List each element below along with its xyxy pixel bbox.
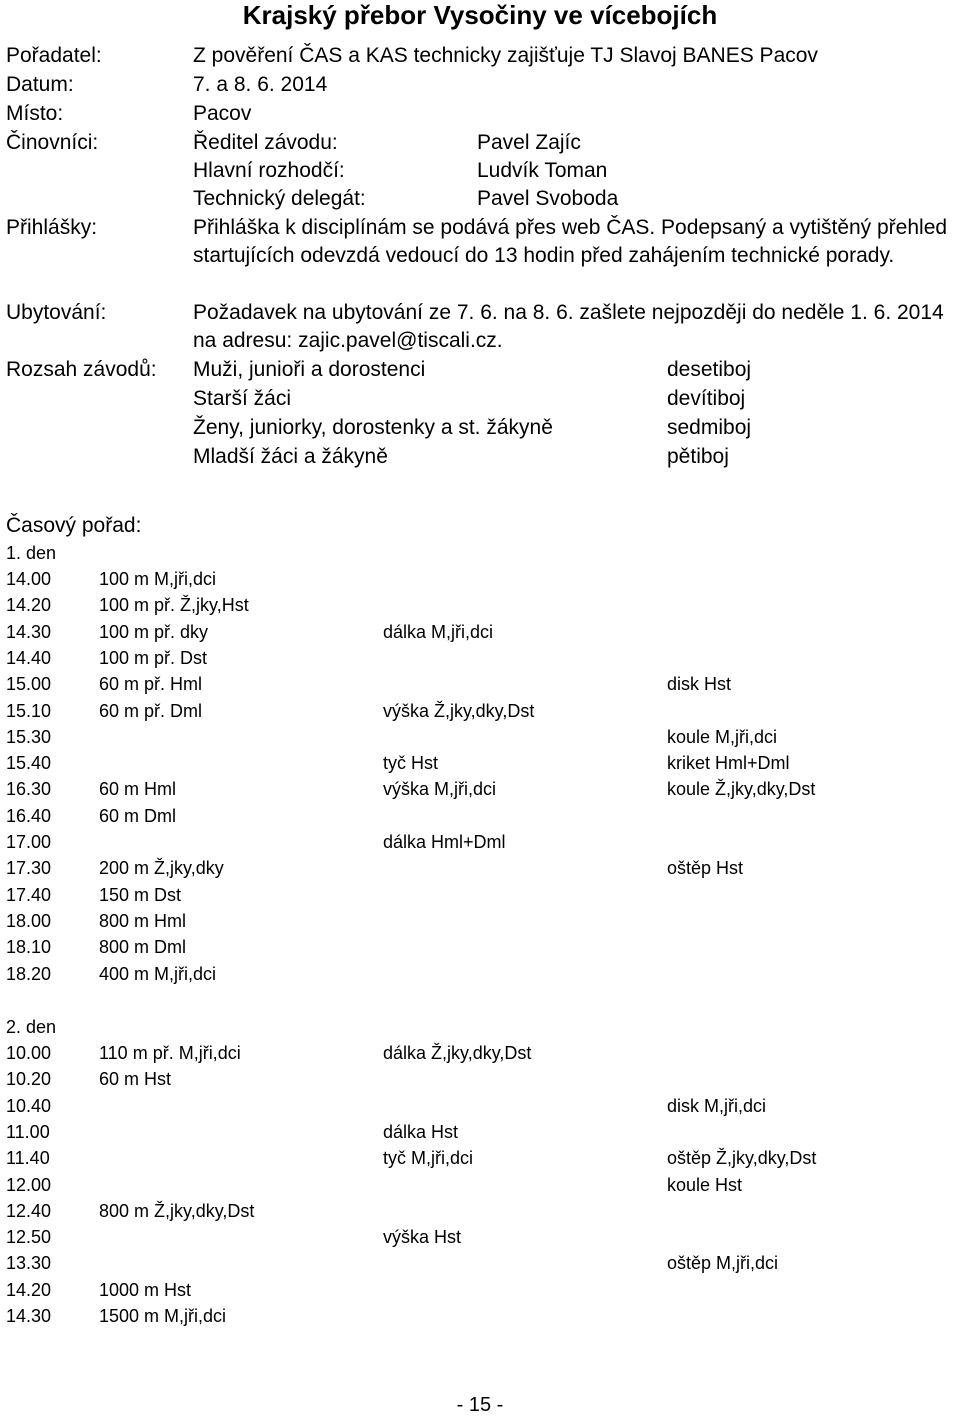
schedule-time: 15.00 (6, 674, 52, 695)
schedule-time: 17.30 (6, 858, 52, 879)
schedule-time: 12.50 (6, 1227, 52, 1248)
schedule-time: 18.00 (6, 910, 52, 931)
cinovnici-label: Činovníci: (6, 131, 99, 154)
schedule-throw-event: oštěp Ž,jky,dky,Dst (667, 1148, 817, 1169)
schedule-time: 16.40 (6, 805, 52, 826)
schedule-time: 14.20 (6, 1279, 52, 1300)
schedule-jump-event: tyč M,jři,dci (383, 1148, 473, 1169)
schedule-track-event: 800 m Ž,jky,dky,Dst (99, 1200, 255, 1221)
schedule-time: 12.40 (6, 1200, 52, 1221)
schedule-track-event: 60 m př. Dml (99, 700, 203, 721)
poradatel-value: Z pověření ČAS a KAS technicky zajišťuje TJ Slavoj BANES Pacov (193, 44, 818, 67)
schedule-time: 10.20 (6, 1069, 52, 1090)
official-role: Ředitel závodu: (193, 131, 338, 154)
prihlasky-label: Přihlášky: (6, 216, 98, 239)
ubytovani-text: Požadavek na ubytování ze 7. 6. na 8. 6. zašlete nejpozději do neděle 1. 6. 2014 na adresu: zajic.pavel@tiscali.cz. (193, 301, 944, 352)
schedule-track-event: 800 m Dml (99, 937, 187, 958)
schedule-heading: Časový pořad: (6, 514, 142, 537)
schedule-time: 14.30 (6, 1306, 52, 1326)
schedule-jump-event: tyč Hst (383, 753, 439, 774)
schedule-track-event: 1500 m M,jři,dci (99, 1306, 227, 1326)
schedule-jump-event: dálka Ž,jky,dky,Dst (383, 1043, 532, 1063)
schedule-jump-event: výška Hst (383, 1227, 462, 1248)
schedule-throw-event: koule Ž,jky,dky,Dst (667, 779, 816, 800)
day1-label: 1. den (6, 543, 57, 563)
category-event: desetiboj (667, 358, 752, 381)
schedule-time: 15.10 (6, 700, 52, 721)
schedule-throw-event: oštěp Hst (667, 858, 744, 879)
schedule-track-event: 110 m př. M,jři,dci (99, 1043, 241, 1063)
schedule-throw-event: oštěp M,jři,dci (667, 1253, 779, 1274)
ubytovani-label: Ubytování: (6, 301, 107, 324)
schedule-throw-event: koule M,jři,dci (667, 726, 778, 747)
schedule-time: 14.40 (6, 647, 52, 668)
schedule-track-event: 800 m Hml (99, 910, 187, 931)
schedule-jump-event: dálka Hst (383, 1121, 459, 1142)
category-group: Starší žáci (193, 387, 292, 410)
schedule-time: 16.30 (6, 779, 52, 800)
schedule-jump-event: výška Ž,jky,dky,Dst (383, 700, 535, 721)
datum-label: Datum: (6, 73, 74, 96)
datum-value: 7. a 8. 6. 2014 (193, 73, 328, 96)
schedule-throw-event: disk M,jři,dci (667, 1095, 767, 1116)
prihlasky-text: Přihláška k disciplínám se podává přes web ČAS. Podepsaný a vytištěný přehled startujících odevzdá vedoucí do 13 hodin před zahájením technické porady. (193, 216, 948, 267)
official-name: Ludvík Toman (477, 159, 608, 182)
category-group: Mladší žáci a žákyně (193, 445, 388, 468)
schedule-time: 17.00 (6, 832, 52, 852)
category-event: pětiboj (667, 445, 729, 468)
schedule-track-event: 60 m Hml (99, 779, 177, 800)
schedule-throw-event: kriket Hml+Dml (667, 753, 790, 774)
schedule-time: 10.00 (6, 1043, 52, 1063)
day2-label: 2. den (6, 1017, 57, 1037)
category-group: Ženy, juniorky, dorostenky a st. žákyně (193, 416, 553, 439)
schedule-time: 14.20 (6, 595, 52, 616)
rozsah-label: Rozsah závodů: (6, 358, 157, 381)
schedule-track-event: 100 m př. dky (99, 621, 209, 642)
misto-value: Pacov (193, 102, 252, 125)
schedule-time: 18.10 (6, 937, 52, 958)
category-event: sedmiboj (667, 416, 752, 439)
schedule-time: 17.40 (6, 884, 52, 905)
official-name: Pavel Zajíc (477, 131, 581, 154)
schedule-track-event: 60 m př. Hml (99, 674, 203, 695)
schedule-time: 14.30 (6, 621, 52, 642)
schedule-track-event: 100 m M,jři,dci (99, 569, 217, 589)
page-number: - 15 - (456, 1394, 504, 1416)
schedule-jump-event: dálka M,jři,dci (383, 621, 494, 642)
schedule-time: 15.30 (6, 726, 52, 747)
schedule-track-event: 100 m př. Dst (99, 647, 208, 668)
schedule-time: 11.00 (6, 1121, 50, 1142)
schedule-throw-event: disk Hst (667, 674, 732, 695)
schedule-time: 15.40 (6, 753, 52, 774)
schedule-track-event: 150 m Dst (99, 884, 182, 905)
schedule-track-event: 60 m Hst (99, 1069, 172, 1090)
schedule-track-event: 200 m Ž,jky,dky (99, 858, 224, 879)
category-event: devítiboj (667, 387, 746, 410)
schedule-throw-event: koule Hst (667, 1174, 743, 1195)
schedule-time: 14.00 (6, 569, 52, 589)
schedule-time: 12.00 (6, 1174, 52, 1195)
official-name: Pavel Svoboda (477, 187, 619, 210)
official-role: Technický delegát: (193, 187, 366, 210)
schedule-jump-event: dálka Hml+Dml (383, 832, 506, 852)
misto-label: Místo: (6, 102, 64, 125)
schedule-track-event: 1000 m Hst (99, 1279, 192, 1300)
schedule-track-event: 400 m M,jři,dci (99, 963, 217, 984)
schedule-track-event: 100 m př. Ž,jky,Hst (99, 595, 249, 616)
schedule-time: 10.40 (6, 1095, 52, 1116)
schedule-jump-event: výška M,jři,dci (383, 779, 497, 800)
schedule-track-event: 60 m Dml (99, 805, 177, 826)
page-title: Krajský přebor Vysočiny ve vícebojích (242, 0, 718, 30)
category-group: Muži, junioři a dorostenci (193, 358, 426, 381)
poradatel-label: Pořadatel: (6, 44, 102, 67)
schedule-time: 18.20 (6, 963, 52, 984)
official-role: Hlavní rozhodčí: (193, 159, 345, 182)
schedule-time: 13.30 (6, 1253, 52, 1274)
schedule-time: 11.40 (6, 1148, 50, 1169)
